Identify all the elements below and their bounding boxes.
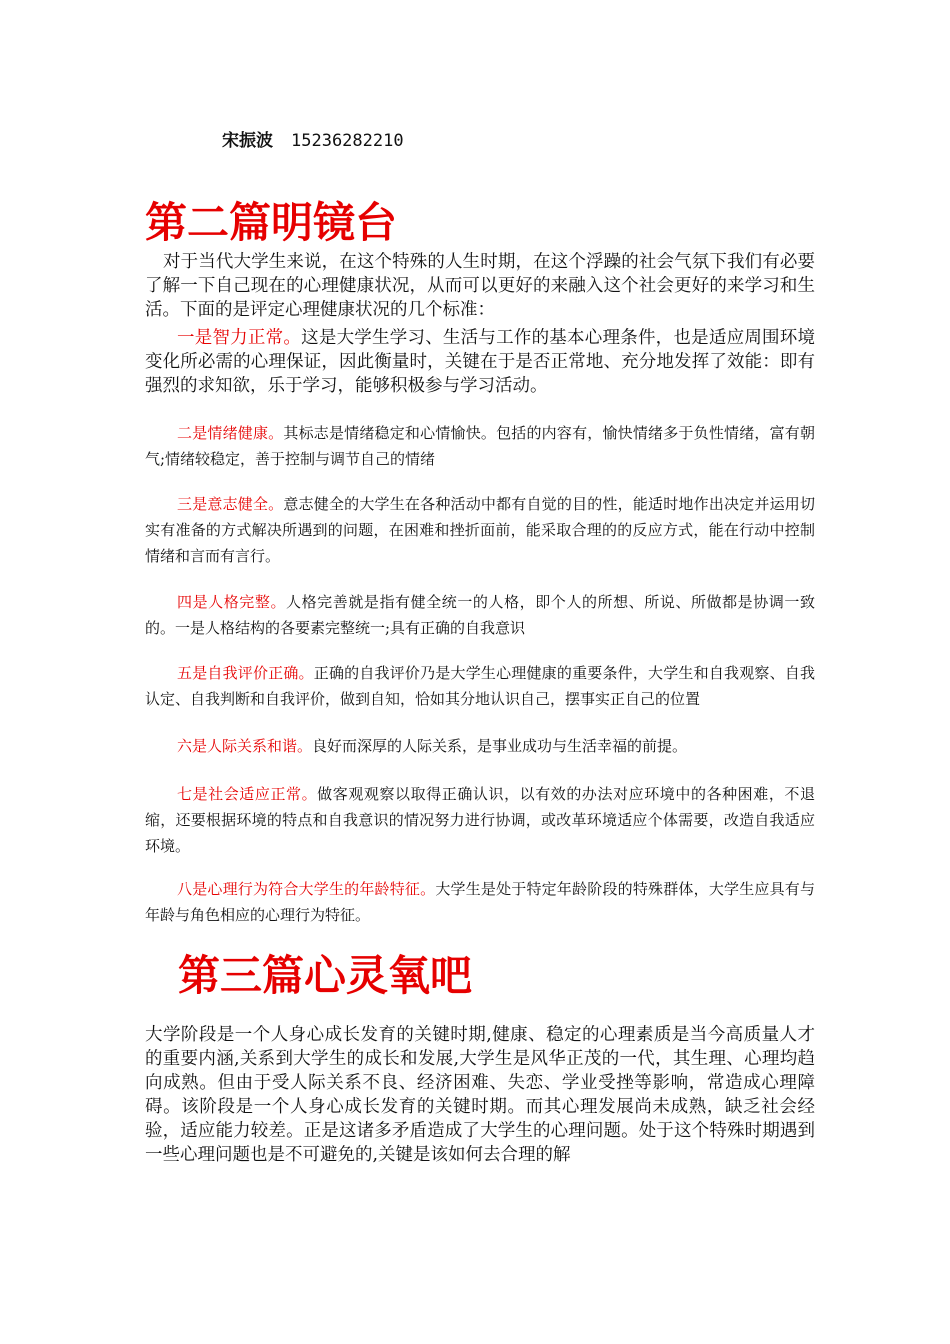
criterion-label: 一是智力正常。 — [177, 328, 302, 348]
criterion-text: 做客观观察以取得正确认识，以有效的办法对应环境中的各种困难，不退缩，还要根据环境的特点和自我意识的情况努力进行协调，或改革环境适应个体需要，改造自我适应环境。 — [145, 785, 815, 855]
criterion-item — [145, 420, 815, 472]
section2-intro: 对于当代大学生来说，在这个特殊的人生时期，在这个浮躁的社会气氛下我们有必要了解一下自己现在的心理健康状况，从而可以更好的来融入这个社会更好的来学习和生活。下面的是评定心理健康状况的几个标准： — [145, 252, 815, 320]
criterion-label: 五是自我评价正确。 — [177, 664, 314, 682]
criterion-label: 七是社会适应正常。 — [177, 785, 318, 803]
criterion-item — [145, 781, 815, 859]
criterion-text: 大学生是处于特定年龄阶段的特殊群体，大学生应具有与年龄与角色相应的心理行为特征。 — [145, 880, 815, 924]
criterion-text: 意志健全的大学生在各种活动中都有自觉的目的性，能适时地作出决定并运用切实有准备的方式解决所遇到的问题，在困难和挫折面前，能采取合理的的反应方式，能在行动中控制情绪和言而有言行。 — [145, 495, 815, 565]
section3-heading: 第三篇心灵氧吧 — [178, 951, 473, 1000]
criterion-text: 良好而深厚的人际关系，是事业成功与生活幸福的前提。 — [312, 737, 688, 755]
criterion-label: 八是心理行为符合大学生的年龄特征。 — [177, 880, 436, 898]
criterion-label: 六是人际关系和谐。 — [177, 737, 313, 755]
author-name: 宋振波 — [222, 131, 273, 151]
criterion-item — [145, 491, 815, 569]
author-line — [222, 126, 404, 151]
criterion-item — [145, 589, 815, 641]
criterion-item — [145, 326, 815, 398]
criterion-item — [145, 876, 815, 928]
criterion-text: 正确的自我评价乃是大学生心理健康的重要条件，大学生和自我观察、自我认定、自我判断和自我评价，做到自知，恰如其分地认识自己，摆事实正自己的位置 — [145, 664, 815, 708]
section2-heading: 第二篇明镜台 — [145, 198, 398, 247]
criterion-label: 四是人格完整。 — [177, 593, 287, 611]
criterion-label: 三是意志健全。 — [177, 495, 284, 513]
criterion-text: 人格完善就是指有健全统一的人格，即个人的所想、所说、所做都是协调一致的。一是人格结构的各要素完整统一;具有正确的自我意识 — [145, 593, 815, 637]
criterion-text: 其标志是情绪稳定和心情愉快。包括的内容有，愉快情绪多于负性情绪，富有朝气;情绪较稳定，善于控制与调节自己的情绪 — [145, 424, 815, 468]
criterion-item — [145, 660, 815, 712]
criterion-label: 二是情绪健康。 — [177, 424, 284, 442]
criterion-item — [145, 733, 815, 759]
author-phone: 15236282210 — [291, 131, 404, 151]
criterion-text: 这是大学生学习、生活与工作的基本心理条件，也是适应周围环境变化所必需的心理保证，因此衡量时，关键在于是否正常地、充分地发挥了效能：即有强烈的求知欲，乐于学习，能够积极参与学习活动。 — [145, 328, 816, 396]
section3-body: 大学阶段是一个人身心成长发育的关键时期,健康、稳定的心理素质是当今高质量人才的重要内涵,关系到大学生的成长和发展,大学生是风华正茂的一代，其生理、心理均趋向成熟。但由于受人际关系不良、经济困难、失恋、学业受挫等影响，常造成心理障碍。该阶段是一个人身心成长发育的关键时期。而其心理发展尚未成熟，缺乏社会经验，适应能力较差。正是这诸多矛盾造成了大学生的心理问题。处于这个特殊时期遇到一些心理问题也是不可避免的,关键是该如何去合理的解 — [145, 1025, 815, 1165]
